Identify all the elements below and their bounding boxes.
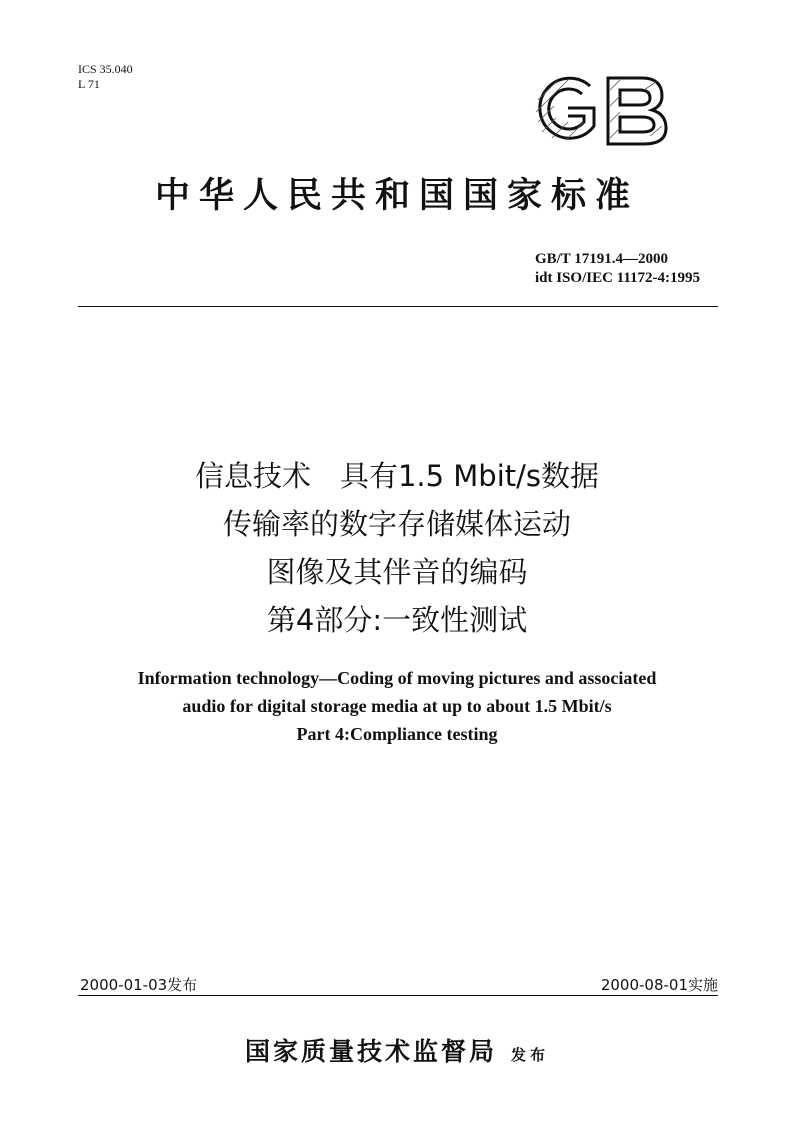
english-title-line1: Information technology—Coding of moving pictures and associated [137, 668, 657, 688]
top-divider [78, 306, 718, 307]
national-standard-title: 中华人民共和国国家标准 [154, 176, 639, 216]
standard-numbers [535, 250, 700, 288]
english-title [0, 664, 794, 748]
publisher-name: 国家质量技术监督局 [244, 1037, 497, 1066]
classification-codes [78, 62, 133, 92]
chinese-title [0, 452, 794, 644]
chinese-title-line1: 信息技术 具有1.5 Mbit/s数据 [194, 459, 600, 493]
gb-logo [528, 70, 674, 150]
bottom-divider [78, 995, 718, 996]
publisher-action: 发布 [511, 1046, 550, 1064]
implementation-date: 2000-08-01实施 [600, 976, 718, 994]
chinese-title-line2: 传输率的数字存储媒体运动 [222, 507, 571, 541]
ics-code: ICS 35.040 [78, 62, 133, 76]
english-title-line2: audio for digital storage media at up to about 1.5 Mbit/s [182, 696, 612, 716]
issue-date: 2000-01-03发布 [80, 976, 198, 994]
english-title-line3: Part 4:Compliance testing [296, 724, 498, 744]
standard-number: GB/T 17191.4—2000 [534, 251, 669, 267]
chinese-title-line3: 图像及其伴音的编码 [266, 555, 528, 589]
equivalent-standard: idt ISO/IEC 11172-4:1995 [534, 270, 700, 286]
ccs-code: L 71 [78, 77, 100, 91]
chinese-title-line4: 第4部分:一致性测试 [266, 603, 528, 637]
publisher [0, 1032, 794, 1068]
